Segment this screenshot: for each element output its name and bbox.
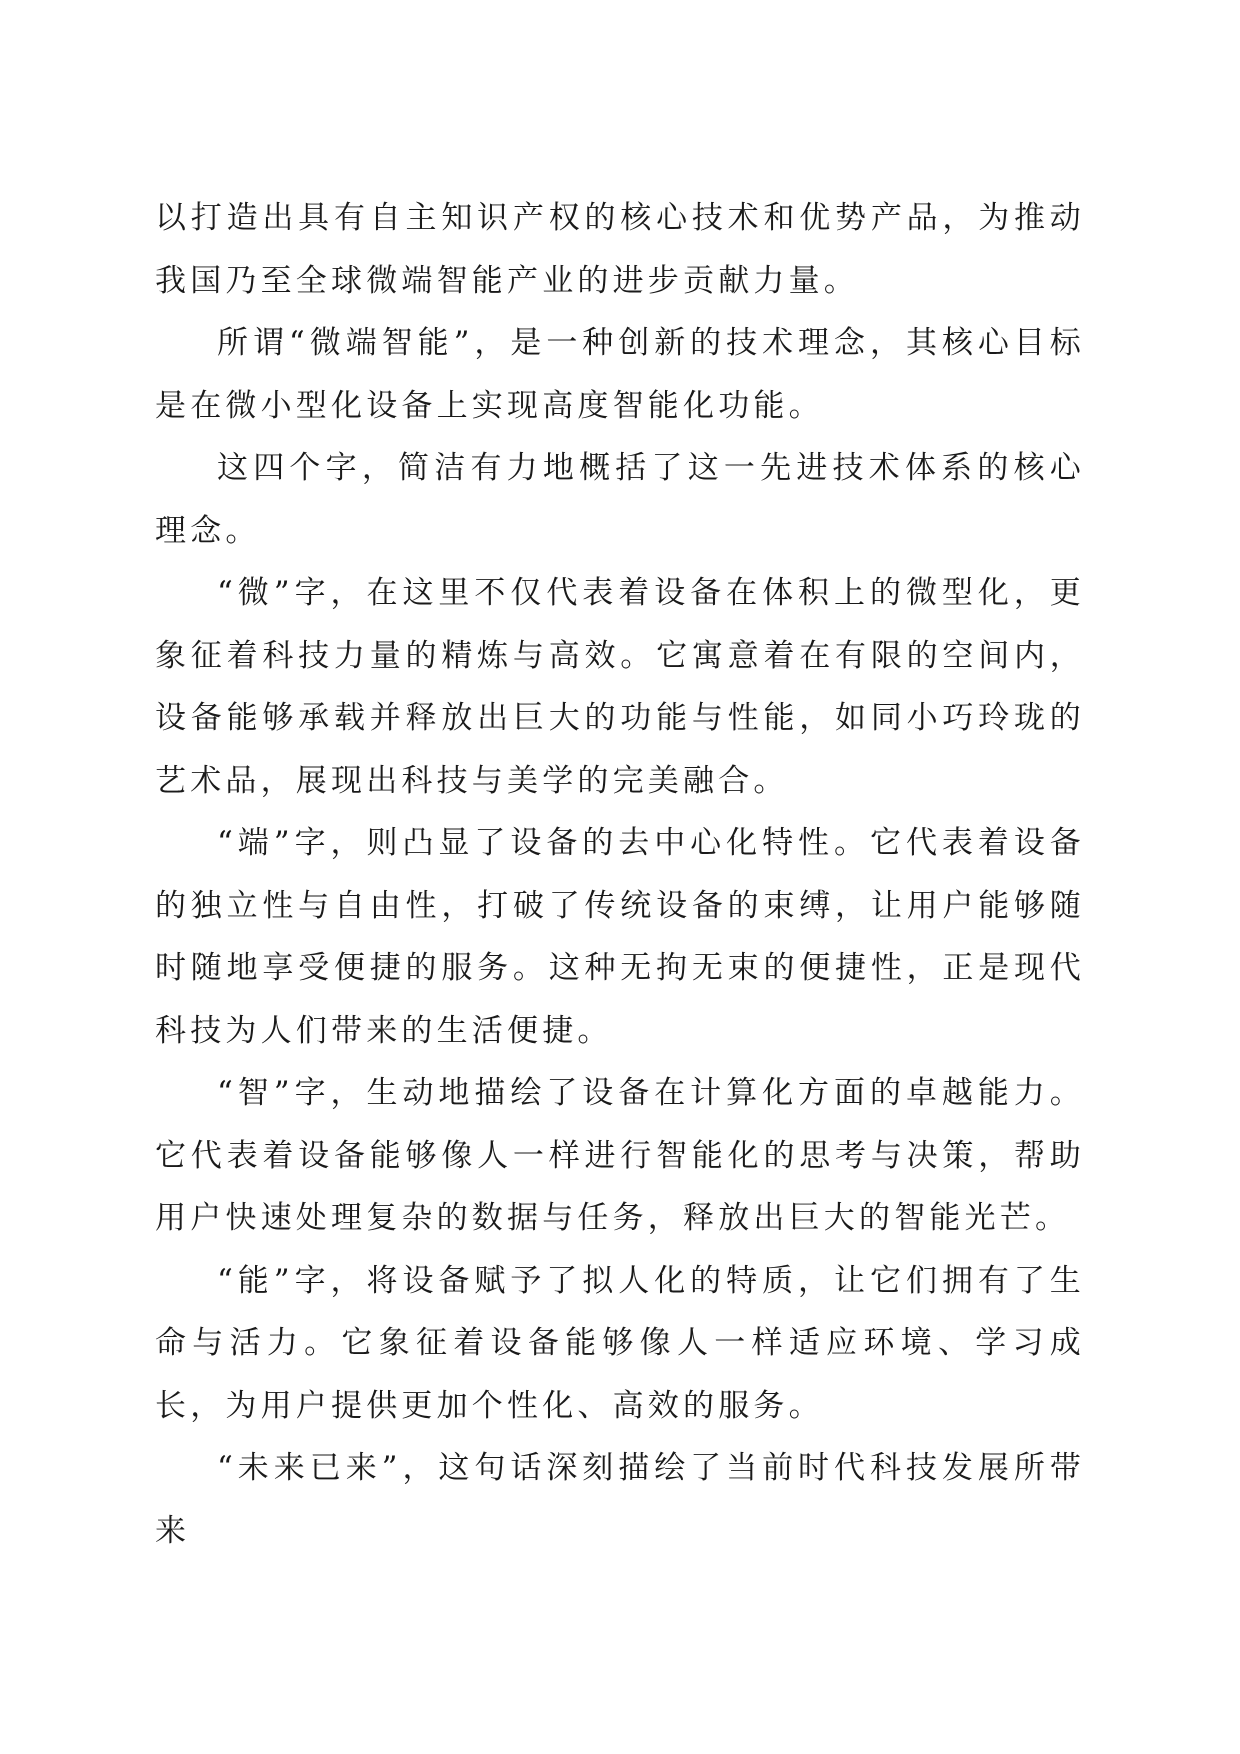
paragraph: 以打造出具有自主知识产权的核心技术和优势产品，为推动我国乃至全球微端智能产业的进步贡献力量。 <box>155 200 1085 299</box>
paragraph: “能”字，将设备赋予了拟人化的特质，让它们拥有了生命与活力。它象征着设备能够像人一样适应环境、学习成长，为用户提供更加个性化、高效的服务。 <box>155 1262 1085 1424</box>
paragraph: 这四个字，简洁有力地概括了这一先进技术体系的核心理念。 <box>155 450 1085 549</box>
paragraph: “智”字，生动地描绘了设备在计算化方面的卓越能力。它代表着设备能够像人一样进行智能化的思考与决策，帮助用户快速处理复杂的数据与任务，释放出巨大的智能光芒。 <box>155 1075 1085 1236</box>
paragraph: “端”字，则凸显了设备的去中心化特性。它代表着设备的独立性与自由性，打破了传统设备的束缚，让用户能够随时随地享受便捷的服务。这种无拘无束的便捷性，正是现代科技为人们带来的生活便捷。 <box>155 825 1085 1049</box>
paragraph: “微”字，在这里不仅代表着设备在体积上的微型化，更象征着科技力量的精炼与高效。它寓意着在有限的空间内，设备能够承载并释放出巨大的功能与性能，如同小巧玲珑的艺术品，展现出科技与美学的完美融合。 <box>155 575 1085 799</box>
document-body <box>155 187 1085 1562</box>
paragraph: 所谓“微端智能”，是一种创新的技术理念，其核心目标是在微小型化设备上实现高度智能化功能。 <box>155 325 1085 424</box>
paragraph: “未来已来”，这句话深刻描绘了当前时代科技发展所带来 <box>155 1450 1085 1549</box>
